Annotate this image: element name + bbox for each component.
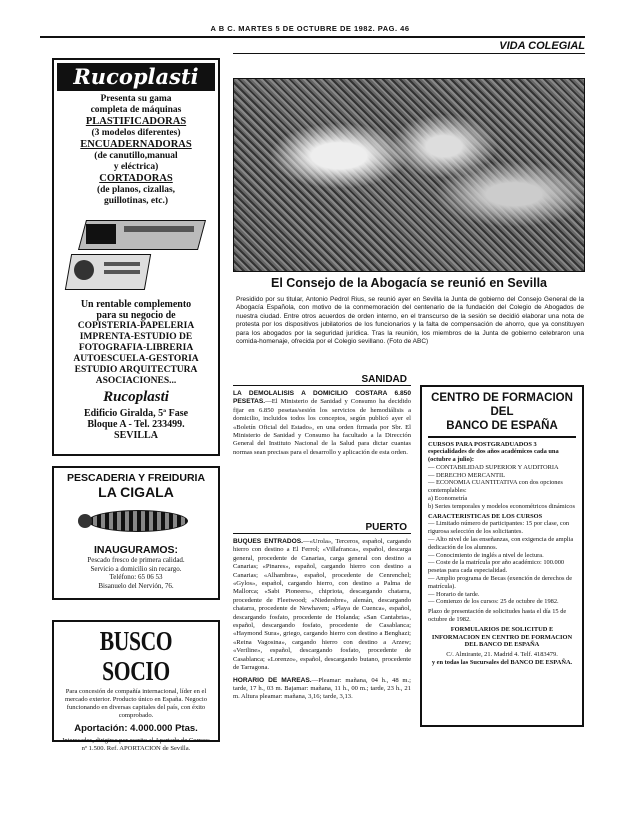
- ad-line: para su negocio de: [96, 310, 176, 321]
- address-line: Bloque A - Tel. 233499.: [87, 419, 185, 430]
- article-horario: [233, 677, 411, 702]
- article-headline: BUQUES ENTRADOS.: [233, 538, 303, 545]
- brand-logo-2: Rucoplasti: [103, 389, 169, 405]
- ad-line: y eléctrica): [113, 162, 159, 172]
- business-line: IMPRENTA-ESTUDIO DE: [79, 332, 193, 342]
- char-item: — Limitado número de participantes: 15 por clase, con rigurosa selección de los solicitantes.: [428, 520, 570, 536]
- specialty-item: a) Econometría: [428, 495, 468, 503]
- ad-title: CENTRO DE FORMACION DEL: [431, 392, 573, 418]
- business-line: FOTOGRAFIA-LIBRERIA: [78, 343, 194, 353]
- ad-title: LA CIGALA: [98, 484, 174, 500]
- centro-address: C/. Almirante, 21. Madrid 4. Telf. 4183479.: [446, 651, 558, 659]
- divider: [428, 436, 576, 438]
- brand-logo: Rucoplasti: [57, 63, 215, 91]
- specialty-item: b) Series temporales y modelos econométricos dinámicos: [428, 502, 575, 510]
- char-item: — Horario de tarde.: [428, 590, 480, 598]
- article-text: —«Urola», Terceros, español, cargando hierro con destino a El Ferrol; «Villafranca», español, descarga general, procedente de Canarias, carga general con destino a Canarias; «Pinares», español, cargando hierro con destino a Canarias; «Alhambra», español, procedente de Cenrenchel; «Gylos», español, cargando hierro, con destino a Palma de Mallorca; «Sabi Pioneers», chipriota, descargando chatarra, procedente de Fleetwood; «Niedersbre», alemán, descargando chatarra, procedente de Newhaven; «Playa de Cuenca», español, descargando fosfato, procedente de Holanda; «San Cantabria», español, descargando fosfato, procedente de Casablanca; «Haymond Sura», griego, cargando hierro con destino a Benghazi; «Reina Vagosina», cargando hierro con destino a Arzew; «Veriline», español, descargando fosfato, procedente de Casablanca; «Lorenzo», español, descargando butano, procedente de Tarragona.: [233, 538, 411, 672]
- business-line: AUTOESCUELA-GESTORIA: [73, 354, 199, 364]
- business-line: COPISTERIA-PAPELERIA: [77, 321, 195, 331]
- ad-line: Teléfono: 65 06 53: [109, 573, 163, 581]
- product-plastificadoras: PLASTIFICADORAS: [85, 116, 187, 127]
- section-sanidad: [233, 374, 411, 457]
- photo-title: El Consejo de la Abogacía se reunió en Sevilla: [270, 276, 547, 290]
- ad-line: completa de máquinas: [90, 105, 182, 115]
- article-puerto: [233, 538, 411, 673]
- article-text: —El Ministerio de Sanidad y Consumo ha decidido fijar en 6.850 pesetas/sesión los servicios de hemodiálisis a domicilio, incluidos todos los conceptos, según publicó ayer el «Boletín Oficial del Estado», en una orden firmada por Sbr. El Ministerio de Sanidad y Consumo ha facultado a la Dirección General del Instituto Nacional de la Salud para dictar cuantas normas sean precisas para el desarrollo y aplicación de esta orden.: [233, 398, 411, 456]
- centro-branches: y en todas las Sucursales del BANCO DE ESPAÑA.: [431, 659, 573, 667]
- centro-intro: CURSOS PARA POSTGRADUADOS 3 especialidades de dos años académicos cada una (octubre a julio):: [428, 440, 559, 464]
- ad-text: Para concesión de compañía internacional, líder en el mercado exterior. Producto único en España. Negocio funcionando en diversas capitales del país, con éxito comprobado.: [64, 688, 208, 719]
- ad-centro-formacion: [420, 385, 584, 727]
- shrimp-illustration: [78, 502, 194, 542]
- char-item: — Comienzo de los cursos: 25 de octubre de 1982.: [428, 598, 559, 606]
- section-puerto: [233, 522, 411, 702]
- ad-line: Presenta su gama: [100, 94, 172, 104]
- photo-caption: Presidido por su titular, Antonio Pedrol Rius, se reunió ayer en Sevilla la Junta de gobierno del Consejo General de la Abogacía Española, con motivo de la conmemoración del centenario de la fundación del Colegio de Abogados de nuestra ciudad. Entre otros acuerdos de orden interno, en el transcurso de la sesión se decidió elaborar una nota de protesta por los dispositivos jubilatorios de los funcionarios y la falta de compensación de ahorro, que ya constituyen para los abogados por la seguridad jurídica. Tras la reunión, los miembros de la Junta de gobierno celebraron una comida-homenaje, ofrecida por el Colegio sevillano. (Foto de ABC): [236, 296, 584, 346]
- section-label-vida-colegial: VIDA COLEGIAL: [233, 40, 585, 54]
- product-encuadernadoras: ENCUADERNADORAS: [80, 139, 192, 150]
- ad-busco-socio: [52, 620, 220, 752]
- ad-title: BANCO DE ESPAÑA: [446, 420, 558, 432]
- product-cortadoras: CORTADORAS: [99, 173, 173, 184]
- ad-la-cigala: [52, 466, 220, 600]
- specialty-item: — DERECHO MERCANTIL: [428, 471, 506, 479]
- char-item: — Amplio programa de Becas (exención de derechos de matrícula).: [428, 575, 573, 590]
- ad-rucoplasti: [52, 58, 220, 456]
- ad-subtitle: INAUGURAMOS:: [94, 544, 178, 556]
- address-line: SEVILLA: [114, 430, 158, 441]
- ad-line: Pescado fresco de primera calidad.: [87, 556, 185, 564]
- ad-line: Un rentable complemento: [80, 299, 192, 310]
- article-headline: HORARIO DE MAREAS.: [233, 676, 312, 684]
- char-item: — Coste de la matrícula por año académico: 100.000 pesetas para cada especialidad.: [428, 559, 565, 575]
- photo-consejo-abogacia: [233, 78, 585, 272]
- section-tag: PUERTO: [233, 522, 411, 534]
- ad-line: (3 modelos diferentes): [91, 128, 181, 138]
- char-item: — Alto nivel de las enseñanzas, con exigencia de amplia dedicación de los alumnos.: [428, 536, 574, 551]
- ad-contact: Interesados, dirigirse por escrito al Apartado de Correos nº 1.500. Ref. APORTACION de Sevilla.: [62, 737, 210, 752]
- article-sanidad: [233, 390, 411, 457]
- specialty-item: — CONTABILIDAD SUPERIOR Y AUDITORIA: [428, 463, 559, 471]
- centro-formularios: FORMULARIOS DE SOLICITUD E INFORMACION EN CENTRO DE FORMACION DEL BANCO DE ESPAÑA: [431, 625, 573, 649]
- ad-line: (de canutillo,manual: [94, 151, 178, 161]
- specialty-item: — ECONOMIA CUANTITATIVA con dos opciones contemplables:: [428, 479, 563, 495]
- centro-body: [428, 441, 576, 667]
- article-headline: LA DEMOLALISIS A DOMICILIO COSTARA 6.850 PESETAS.: [233, 390, 411, 406]
- page-header: A B C. MARTES 5 DE OCTUBRE DE 1982. PAG. 46: [210, 24, 410, 33]
- article-text: —Pleamar: mañana, 04 h., 48 m.; tarde, 17 h., 03 m. Bajamar: mañana, 11 h., 00 m.; tarde, 23 h., 21 m. Altura pleamar: mañana, 3,16; tarde, 3,13.: [233, 676, 411, 701]
- centro-plazo: Plazo de presentación de solicitudes hasta el día 15 de octubre de 1982.: [428, 608, 567, 624]
- ad-title: PESCADERIA Y FREIDURIA: [66, 472, 206, 484]
- address-line: Bisanuelo del Nervión, 76.: [98, 581, 174, 590]
- business-line: ASOCIACIONES...: [95, 376, 177, 386]
- business-line: ESTUDIO ARQUITECTURA: [74, 365, 198, 375]
- ad-line: guillotinas, etc.): [103, 196, 169, 206]
- ad-title: BUSCO SOCIO: [99, 626, 173, 686]
- machine-illustration: [64, 210, 208, 296]
- section-tag: SANIDAD: [233, 374, 411, 386]
- header-rule: [40, 36, 585, 38]
- char-item: — Conocimiento de inglés a nivel de lectura.: [428, 551, 544, 559]
- ad-line: (de planos, cizallas,: [96, 185, 176, 195]
- ad-amount: Aportación: 4.000.000 Ptas.: [74, 723, 198, 734]
- address-line: Edificio Giralda, 5ª Fase: [83, 408, 189, 419]
- ad-line: Servicio a domicilio sin recargo.: [90, 564, 182, 573]
- centro-subhead: CARACTERISTICAS DE LOS CURSOS: [428, 512, 543, 520]
